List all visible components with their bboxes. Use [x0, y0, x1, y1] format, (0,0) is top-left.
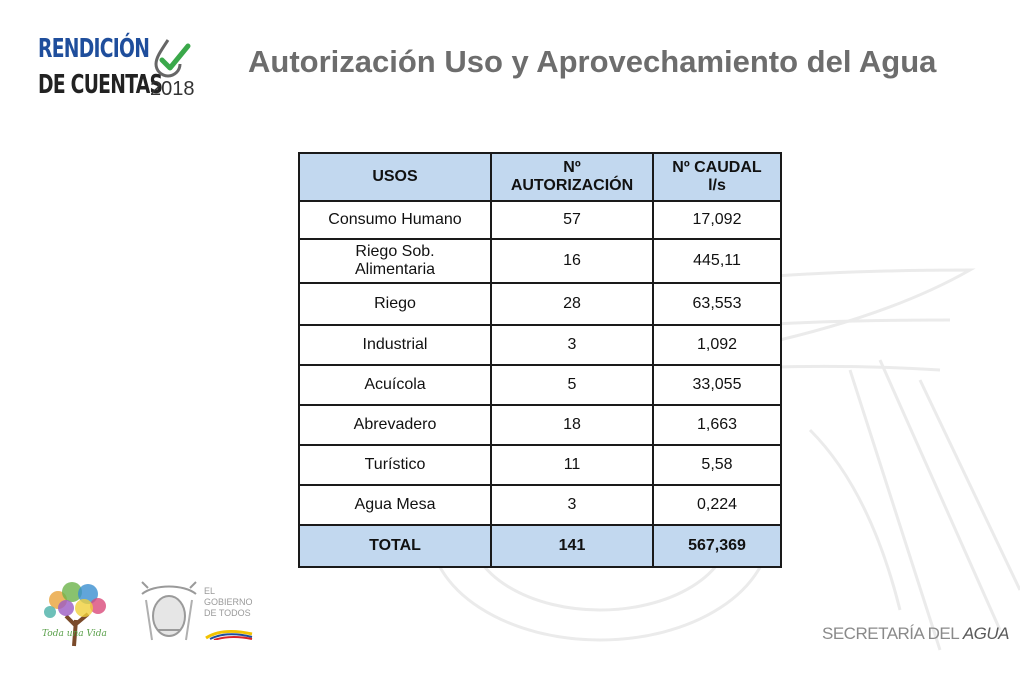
cell-uso: Abrevadero: [299, 405, 491, 445]
total-autorizacion: 141: [491, 525, 653, 567]
cell-caudal: 1,663: [653, 405, 781, 445]
cell-autorizacion: 57: [491, 201, 653, 239]
cell-caudal: 5,58: [653, 445, 781, 485]
secretaria-del-agua-logo: [822, 624, 1009, 644]
cell-caudal: 1,092: [653, 325, 781, 365]
gobierno-line3: DE TODOS: [204, 608, 251, 618]
cell-autorizacion: 5: [491, 365, 653, 405]
cell-uso: [299, 239, 491, 283]
logo-year: 2018: [150, 78, 195, 100]
cell-autorizacion: 18: [491, 405, 653, 445]
drop-check-icon: [150, 36, 192, 78]
cell-uso: Consumo Humano: [299, 201, 491, 239]
cell-uso: Acuícola: [299, 365, 491, 405]
table-row: [299, 445, 781, 485]
table-header-row: [299, 153, 781, 201]
table-row: [299, 485, 781, 525]
cell-autorizacion: 16: [491, 239, 653, 283]
cell-uso: Industrial: [299, 325, 491, 365]
header-autorizacion-line2: AUTORIZACIÓN: [510, 177, 634, 194]
header-caudal-line2: l/s: [708, 177, 726, 194]
table-row: [299, 283, 781, 325]
logo-line2: DE CUENTAS: [38, 70, 163, 100]
cell-caudal: 17,092: [653, 201, 781, 239]
table-row: [299, 201, 781, 239]
toda-una-vida-tree-logo: [38, 576, 114, 648]
total-label: TOTAL: [299, 525, 491, 567]
header-caudal-line1: Nº CAUDAL: [672, 159, 762, 176]
table-row: [299, 239, 781, 283]
logo-line1: RENDICIÓN: [38, 34, 150, 64]
cell-caudal: 0,224: [653, 485, 781, 525]
cell-uso: Riego: [299, 283, 491, 325]
cell-autorizacion: 28: [491, 283, 653, 325]
cell-autorizacion: 3: [491, 325, 653, 365]
page-title: Autorización Uso y Aprovechamiento del Agua: [248, 44, 937, 79]
cell-uso: Turístico: [299, 445, 491, 485]
secretaria-prefix: SECRETARÍA DEL: [822, 624, 959, 643]
cell-caudal: 33,055: [653, 365, 781, 405]
table-total-row: [299, 525, 781, 567]
header-autorizacion: [491, 153, 653, 201]
table-row: [299, 405, 781, 445]
ecuador-shield-icon: [138, 580, 200, 644]
header-caudal: [653, 153, 781, 201]
flag-stripe-icon: [204, 628, 254, 640]
cell-caudal: 63,553: [653, 283, 781, 325]
water-usage-table: [298, 152, 782, 568]
cell-uso-line2: Alimentaria: [354, 261, 436, 278]
table-row: [299, 365, 781, 405]
gobierno-line1: EL: [204, 586, 216, 596]
rendicion-cuentas-logo: [38, 34, 198, 104]
header-usos: USOS: [299, 153, 491, 201]
cell-uso-line1: Riego Sob.: [355, 243, 435, 260]
secretaria-strong: AGUA: [962, 624, 1010, 643]
total-caudal: 567,369: [653, 525, 781, 567]
cell-autorizacion: 3: [491, 485, 653, 525]
cell-uso: Agua Mesa: [299, 485, 491, 525]
header-autorizacion-line1: Nº: [563, 159, 581, 176]
gobierno-de-todos-text: [204, 586, 264, 619]
table-row: [299, 325, 781, 365]
cell-caudal: 445,11: [653, 239, 781, 283]
gobierno-line2: GOBIERNO: [204, 597, 253, 607]
tree-logo-text: Toda una Vida: [42, 629, 107, 639]
cell-autorizacion: 11: [491, 445, 653, 485]
